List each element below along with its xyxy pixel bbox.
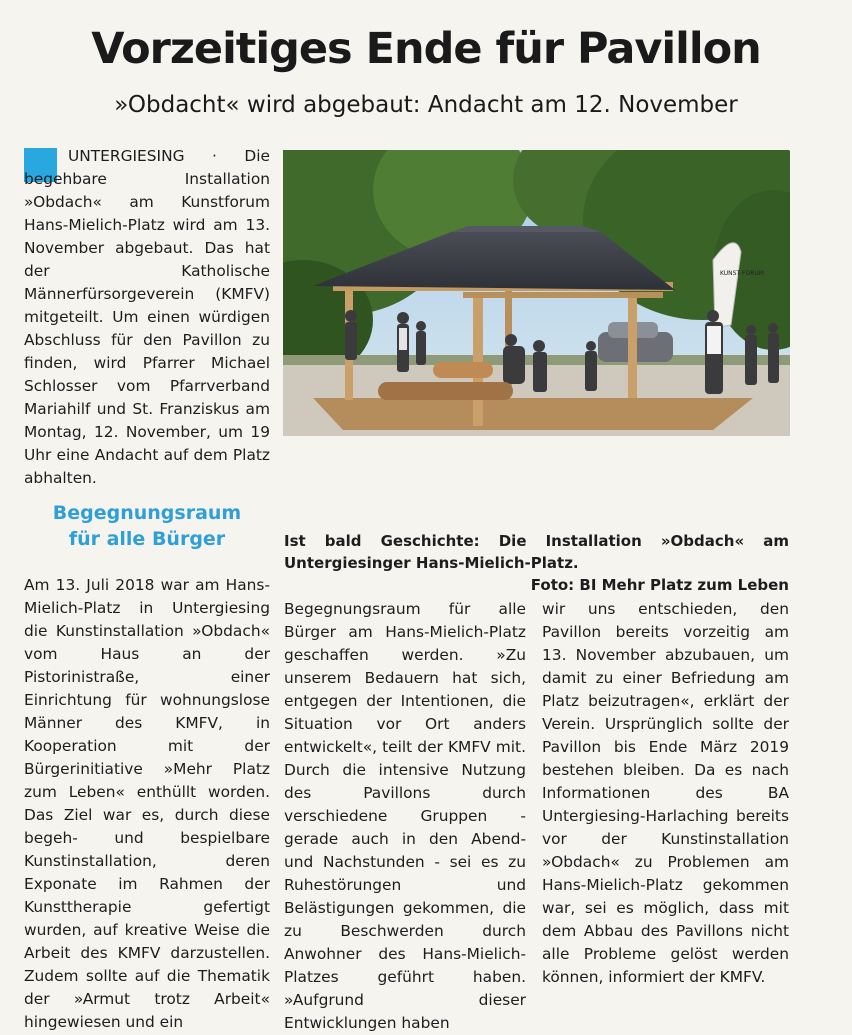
pavilion-illustration [283, 150, 790, 436]
body-column-2: Begegnungsraum für alle Bürger am Hans-Mielich-Platz geschaffen werden. »Zu unserem Bedauern hat sich, entgegen der Intentionen, die Situation vor Ort anders entwickelt«, teilt der KMFV mit. Durch die intensive Nutzung des Pavillons durch verschiedene Gruppen - gerade auch in den Abend- und Nachstunden - sei es zu Ruhestörungen und Belästigungen gekommen, die zu Beschwerden durch Anwohner des Hans-Mielich-Platzes geführt haben. »Aufgrund dieser Entwicklungen haben [284, 600, 526, 1032]
intro-text: · Die begehbare Installation »Obdach« am Kunstforum Hans-Mielich-Platz wird am 13. November abgebaut. Das hat der Katholische Männerfürsorgeverein (KMFV) mitgeteilt. Um einen würdigen Abschluss für den Pavillon zu finden, wird Pfarrer Michael Schlosser vom Pfarrverband Mariahilf und St. Franziskus am Montag, 12. November, um 19 Uhr eine Andacht auf dem Platz abhalten. [24, 147, 270, 487]
photo-credit: Foto: BI Mehr Platz zum Leben [530, 576, 789, 594]
headline: Vorzeitiges Ende für Pavillon [91, 24, 761, 74]
section-subtitle [24, 500, 270, 552]
pavilion-photo [283, 150, 790, 436]
photo-caption [284, 530, 789, 596]
body-column-3: wir uns entschieden, den Pavillon bereits vorzeitig am 13. November abzubauen, um damit zu einer Befriedung am Platz beizutragen«, erklärt der Verein. Ursprünglich sollte der Pavillon bis Ende März 2019 bestehen bleiben. Da es nach Informationen des BA Untergiesing-Harlaching bereits vor der Kunstinstallation »Obdach« zu Problemen am Hans-Mielich-Platz gekommen war, sei es möglich, dass mit dem Abbau des Pavillons nicht alle Probleme gelöst werden können, informiert der KMFV. [542, 600, 789, 986]
intro-paragraph [24, 145, 270, 490]
subtitle-line-2: für alle Bürger [68, 528, 226, 550]
dateline-place: UNTERGIESING [68, 147, 185, 165]
caption-text: Ist bald Geschichte: Die Installation »Obdach« am Untergiesinger Hans-Mielich-Platz. [284, 532, 789, 572]
subheadline: »Obdacht« wird abgebaut: Andacht am 12. November [114, 92, 738, 118]
banner-label: KUNST FORUM [720, 270, 764, 277]
subtitle-line-1: Begegnungsraum [52, 502, 242, 524]
body-column-1: Am 13. Juli 2018 war am Hans-Mielich-Platz in Untergiesing die Kunstinstallation »Obdach« vom Haus an der Pistorinistraße, einer Einrichtung für wohnungslose Männer des KMFV, in Kooperation mit der Bürgerinitiative »Mehr Platz zum Leben« enthüllt worden. Das Ziel war es, durch diese begeh- und bespielbare Kunstinstallation, deren Exponate im Rahmen der Kunsttherapie gefertigt wurden, auf kreative Weise die Arbeit des KMFV darzustellen. Zudem sollte auf die Thematik der »Armut trotz Arbeit« hingewiesen und ein [24, 576, 270, 1031]
